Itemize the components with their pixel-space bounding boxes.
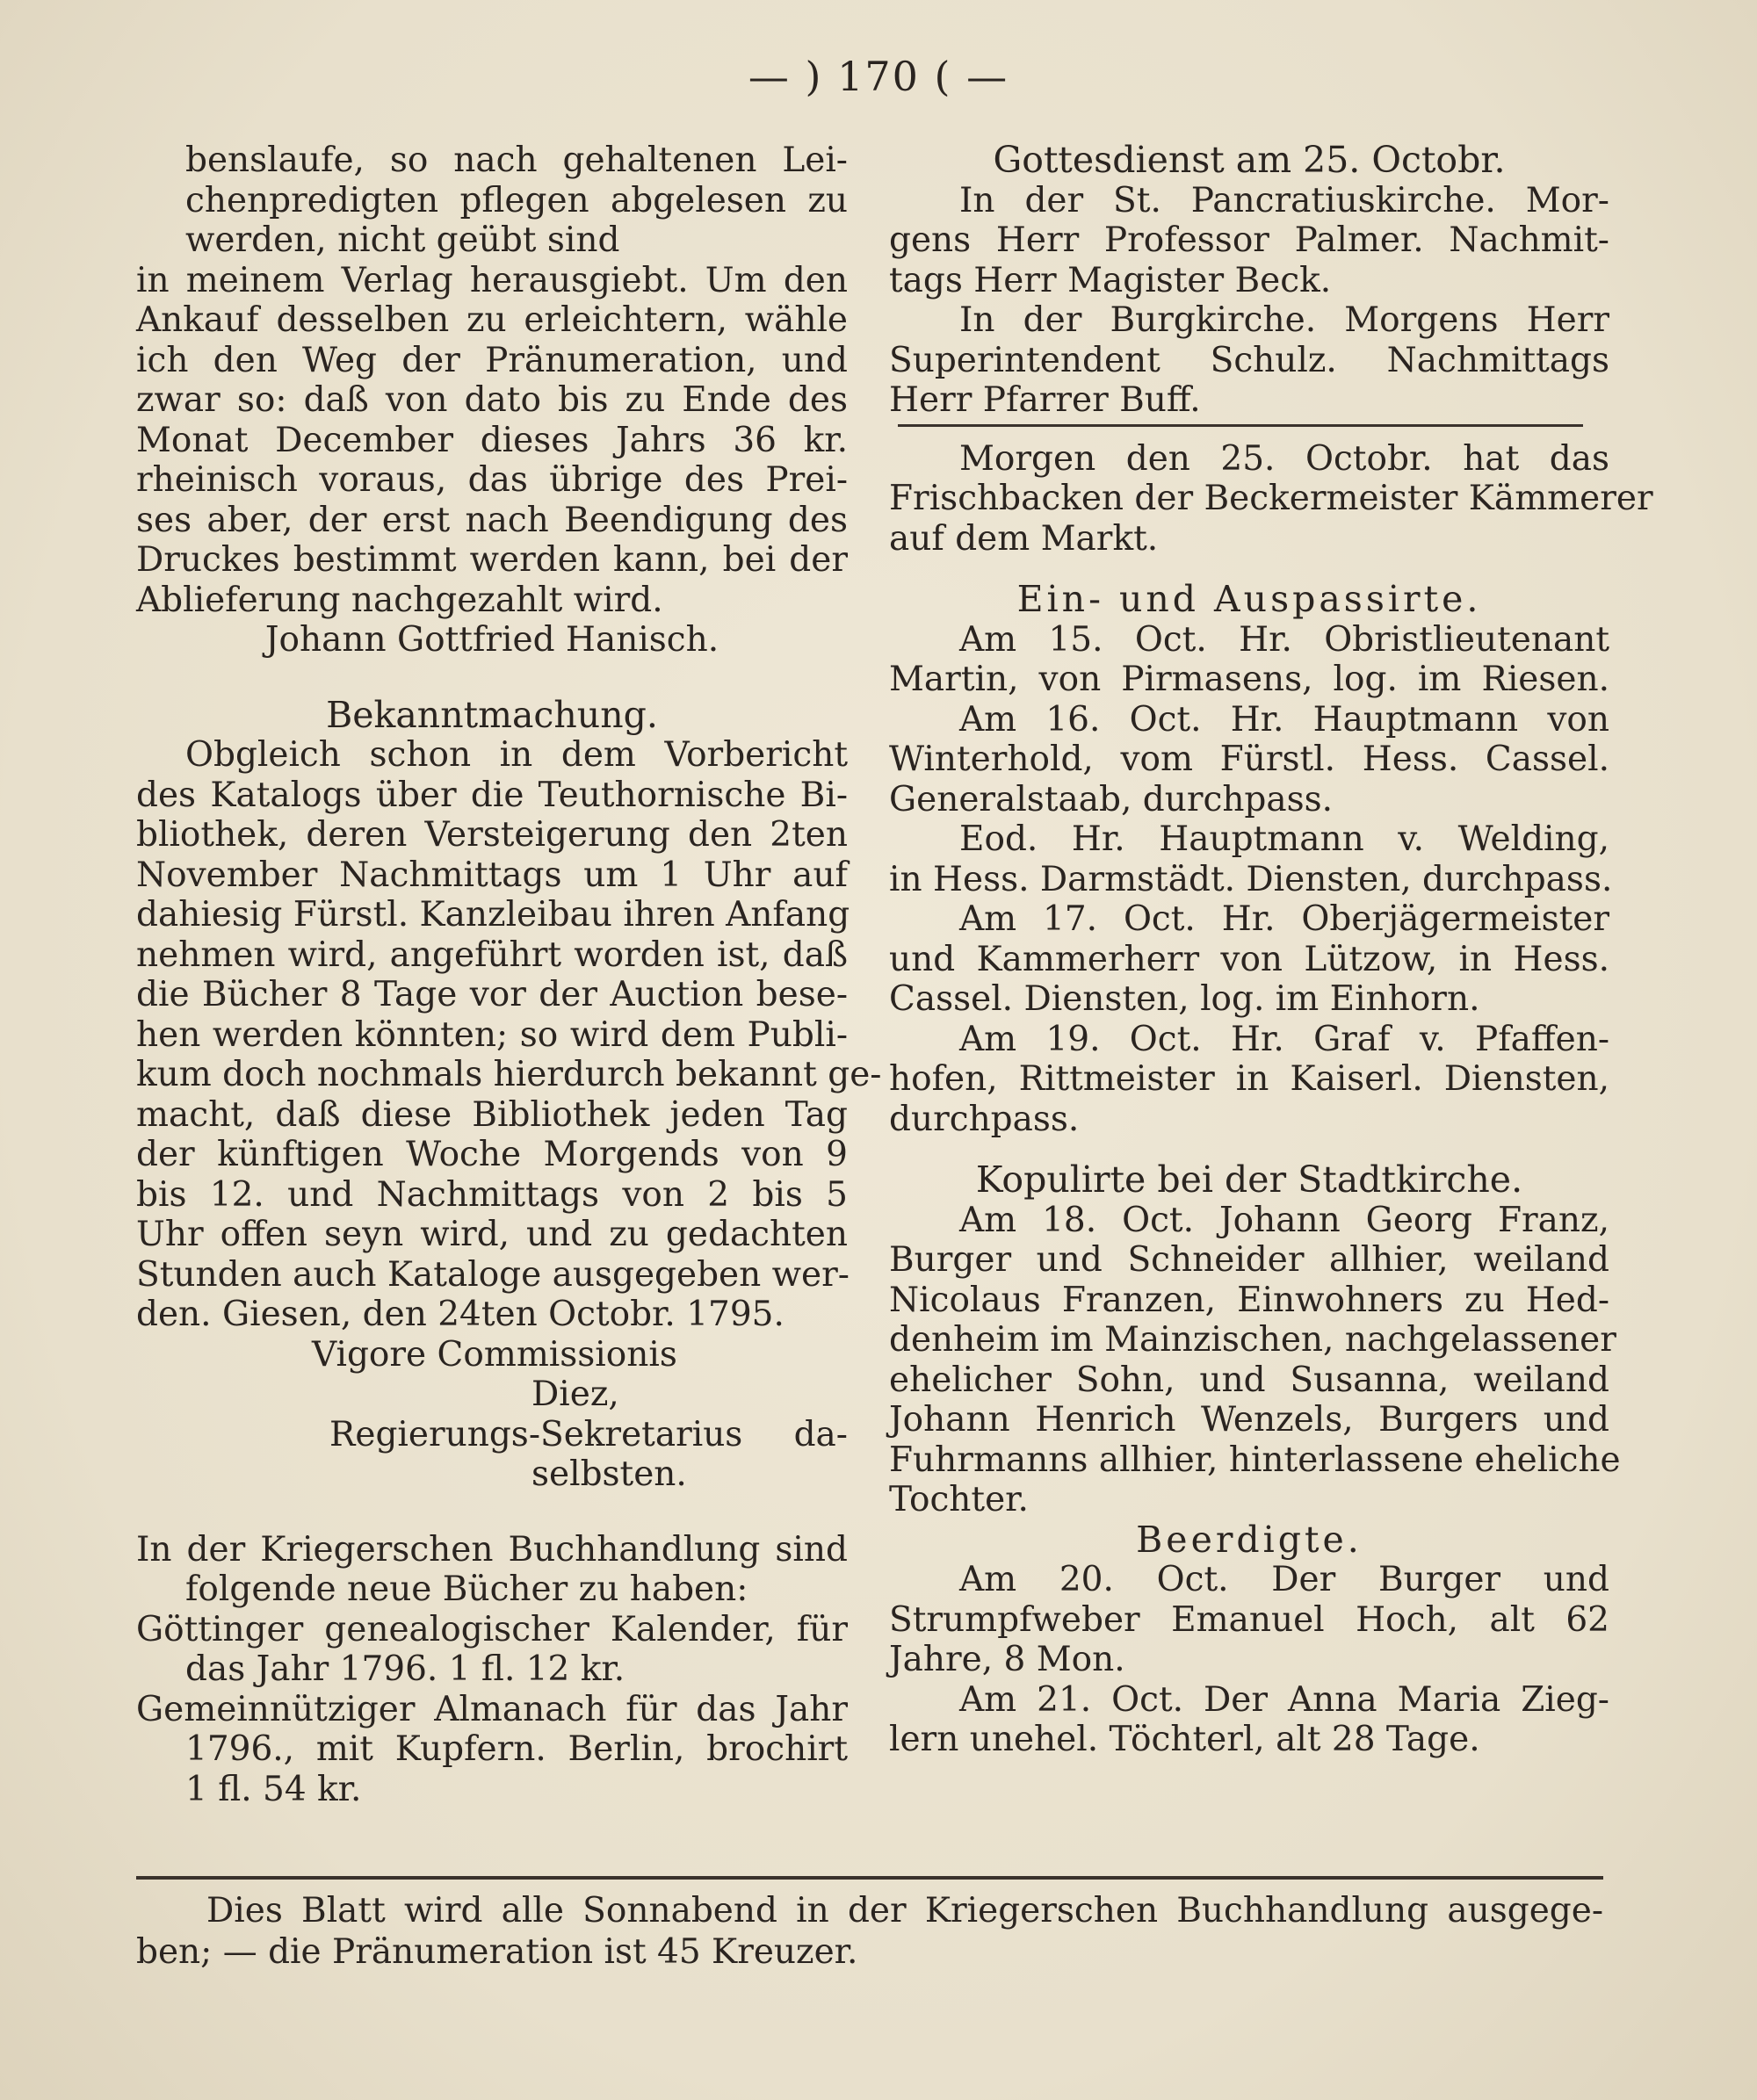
text-line: bis 12. und Nachmittags von 2 bis 5 [136, 1174, 848, 1215]
text-line: Superintendent Schulz. Nachmittags [889, 340, 1609, 380]
bakery-section [889, 438, 1653, 559]
text-line: Am 19. Oct. Hr. Graf v. Pfaffen- [959, 1019, 1609, 1059]
books-heading: folgende neue Bücher zu haben: [185, 1570, 748, 1609]
text-line: Herr Pfarrer Buff. [889, 380, 1201, 420]
books-heading: In der Kriegerschen Buchhandlung sind [136, 1529, 848, 1570]
text-line: Fuhrmanns allhier, hinterlassene eheliche [889, 1440, 1621, 1480]
book-entry: Gemeinnütziger Almanach für das Jahr [136, 1689, 848, 1729]
marriages-section [889, 1158, 1621, 1520]
text-line: Morgen den 25. Octobr. hat das [959, 438, 1609, 479]
text-line: ehelicher Sohn, und Susanna, weiland [889, 1360, 1609, 1400]
text-line: dahiesig Fürstl. Kanzleibau ihren Anfang [136, 895, 850, 935]
text-line: Am 21. Oct. Der Anna Maria Zieg- [959, 1679, 1609, 1720]
text-line: Jahre, 8 Mon. [889, 1640, 1125, 1679]
service-heading: Gottesdienst am 25. Octobr. [993, 139, 1506, 181]
text-line: die Bücher 8 Tage vor der Auction bese- [136, 975, 848, 1014]
text-line: Ankauf desselben zu erleichtern, wähle [136, 300, 848, 340]
vigore-commissionis: Vigore Commissionis [312, 1334, 677, 1375]
text-line: Burger und Schneider allhier, weiland [889, 1240, 1609, 1280]
text-line: Stunden auch Kataloge ausgegeben wer- [136, 1254, 850, 1295]
text-line: in meinem Verlag herausgiebt. Um den [136, 260, 848, 300]
text-line: werden, nicht geübt sind [185, 220, 620, 260]
footer-notice [136, 1890, 1603, 1973]
text-line: der künftigen Woche Morgends von 9 [136, 1135, 848, 1174]
text-line: zwar so: daß von dato bis zu Ende des [136, 380, 848, 420]
text-line: Druckes bestimmt werden kann, bei der [136, 540, 848, 580]
text-line: Monat December dieses Jahrs 36 kr. [136, 420, 848, 460]
signer-title: Regierungs-Sekretarius da- [329, 1414, 848, 1454]
text-line: des Katalogs über die Teuthornische Bi- [136, 775, 848, 815]
text-line: Frischbacken der Beckermeister Kämmerer [889, 479, 1653, 518]
text-line: Winterhold, vom Fürstl. Hess. Cassel. [889, 740, 1609, 779]
book-entry: 1 fl. 54 kr. [185, 1769, 362, 1809]
text-line: denheim im Mainzischen, nachgelassener [889, 1320, 1616, 1360]
book-entry: das Jahr 1796. 1 fl. 12 kr. [185, 1649, 625, 1689]
text-line: Generalstaab, durchpass. [889, 779, 1334, 819]
text-line: rheinisch voraus, das übrige des Prei- [136, 460, 848, 500]
announcement-section [136, 693, 882, 1495]
marriages-heading: Kopulirte bei der Stadtkirche. [975, 1158, 1523, 1201]
section-divider [898, 424, 1583, 427]
text-line: Am 17. Oct. Hr. Oberjägermeister [959, 899, 1609, 939]
text-line: den. Giesen, den 24ten Octobr. 1795. [136, 1295, 785, 1334]
page-number-header: — ) 170 ( — [748, 53, 1009, 100]
signer-title: selbsten. [531, 1454, 687, 1494]
text-line: durchpass. [889, 1099, 1080, 1139]
text-line: Strumpfweber Emanuel Hoch, alt 62 [889, 1599, 1609, 1640]
text-line: Johann Henrich Wenzels, Burgers und [889, 1400, 1609, 1440]
left-column [136, 141, 882, 1809]
text-line: benslaufe, so nach gehaltenen Lei- [185, 141, 848, 180]
text-line: kum doch nochmals hierdurch bekannt ge- [136, 1055, 882, 1094]
text-line: In der St. Pancratiuskirche. Mor- [959, 180, 1609, 220]
text-line: hen werden könnten; so wird dem Publi- [136, 1014, 848, 1055]
footer-divider [136, 1876, 1603, 1880]
text-line: Tochter. [889, 1480, 1029, 1519]
text-line: nehmen wird, angeführt worden ist, daß [136, 935, 848, 975]
text-line: Am 20. Oct. Der Burger und [959, 1560, 1609, 1599]
text-line: Am 18. Oct. Johann Georg Franz, [959, 1200, 1609, 1240]
text-line: in Hess. Darmstädt. Diensten, durchpass. [889, 859, 1613, 899]
text-line: chenpredigten pflegen abgelesen zu [185, 180, 848, 220]
text-line: Martin, von Pirmasens, log. im Riesen. [889, 660, 1609, 699]
text-line: hofen, Rittmeister in Kaiserl. Diensten, [889, 1059, 1609, 1099]
text-line: Obgleich schon in dem Vorbericht [185, 735, 848, 775]
books-section [136, 1530, 848, 1810]
text-line: auf dem Markt. [889, 518, 1159, 559]
travelers-section [889, 578, 1613, 1139]
signer-name: Diez, [531, 1375, 619, 1414]
text-line: Am 16. Oct. Hr. Hauptmann von [959, 699, 1609, 740]
text-line: tags Herr Magister Beck. [889, 260, 1332, 300]
footer-line: ben; — die Pränumeration ist 45 Kreuzer. [136, 1932, 858, 1972]
text-line: In der Burgkirche. Morgens Herr [959, 300, 1609, 340]
signature-hanisch: Johann Gottfried Hanisch. [264, 620, 719, 660]
text-line: und Kammerherr von Lützow, in Hess. [889, 939, 1609, 979]
text-line: bliothek, deren Versteigerung den 2ten [136, 815, 848, 855]
text-line: gens Herr Professor Palmer. Nachmit- [889, 220, 1609, 260]
text-line: lern unehel. Töchterl, alt 28 Tage. [889, 1720, 1480, 1759]
book-entry: Göttinger genealogischer Kalender, für [136, 1609, 848, 1649]
biography-notice-continuation [136, 141, 848, 660]
burials-heading: Beerdigte. [1136, 1518, 1363, 1561]
church-service-section [889, 141, 1609, 421]
text-line: ich den Weg der Pränumeration, und [136, 340, 848, 380]
text-line: Eod. Hr. Hauptmann v. Welding, [959, 819, 1609, 859]
announcement-heading: Bekanntmachung. [326, 693, 658, 736]
text-line: Ablieferung nachgezahlt wird. [136, 580, 663, 620]
text-line: Am 15. Oct. Hr. Obristlieutenant [959, 619, 1609, 660]
burials-section [889, 1520, 1609, 1760]
text-line: November Nachmittags um 1 Uhr auf [136, 855, 848, 895]
text-line: Nicolaus Franzen, Einwohners zu Hed- [889, 1280, 1609, 1320]
travelers-heading: Ein- und Auspassirte. [1016, 578, 1482, 620]
text-line: Uhr offen seyn wird, und zu gedachten [136, 1215, 848, 1254]
right-column [889, 139, 1653, 1760]
text-line: macht, daß diese Bibliothek jeden Tag [136, 1094, 848, 1135]
book-entry: 1796., mit Kupfern. Berlin, brochirt [185, 1729, 848, 1769]
text-line: Cassel. Diensten, log. im Einhorn. [889, 979, 1480, 1019]
footer-line: Dies Blatt wird alle Sonnabend in der Kriegerschen Buchhandlung ausgege- [206, 1891, 1603, 1930]
text-line: ses aber, der erst nach Beendigung des [136, 500, 848, 540]
